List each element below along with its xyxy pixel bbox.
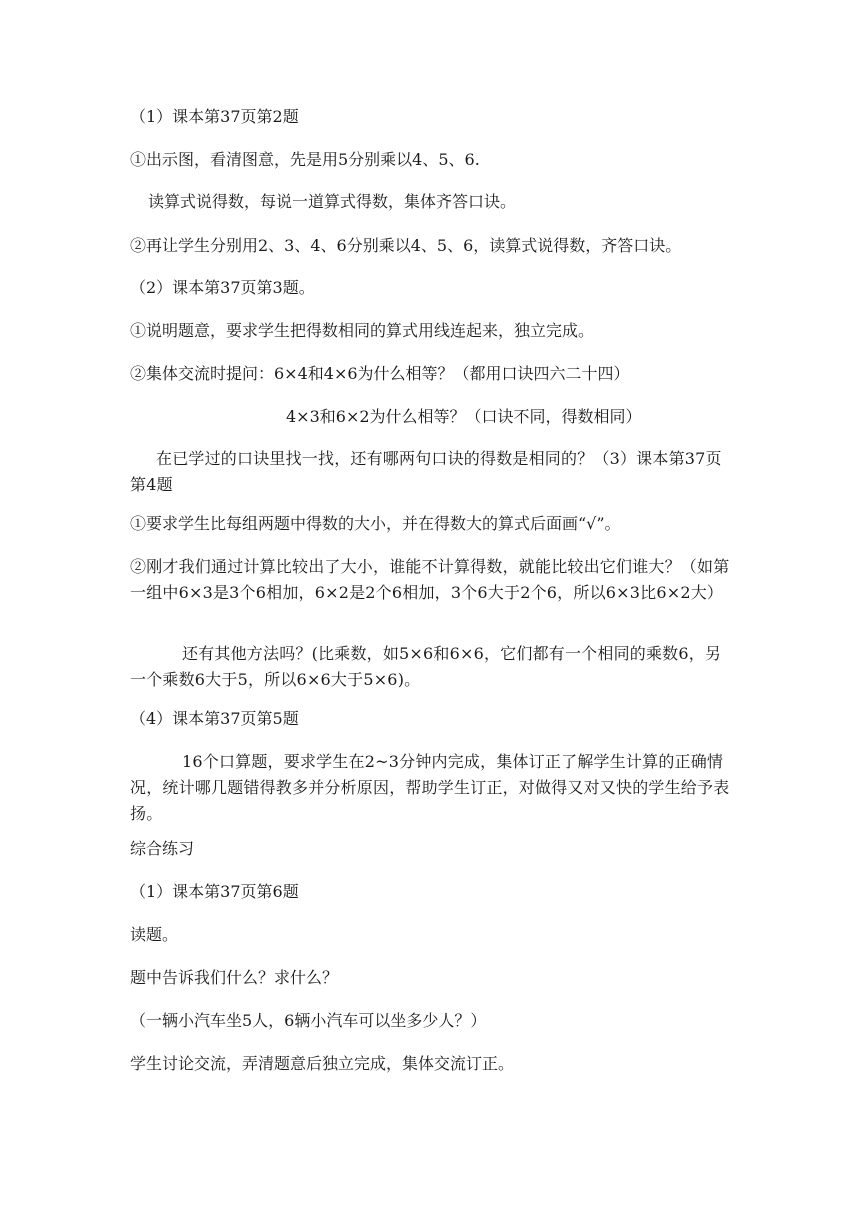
paragraph-textbook-p37-q2: （1）课本第37页第2题 bbox=[130, 107, 299, 126]
paragraph-discussion-question: ②集体交流时提问：6×4和4×6为什么相等？（都用口诀四六二十四） bbox=[130, 364, 630, 383]
paragraph-why-equal: 4×3和6×2为什么相等？（口诀不同，得数相同） bbox=[286, 407, 642, 426]
paragraph-student-discussion: 学生讨论交流，弄清题意后独立完成，集体交流订正。 bbox=[130, 1054, 515, 1073]
paragraph-read-question: 读题。 bbox=[130, 925, 179, 944]
paragraph-car-problem: （一辆小汽车坐5人，6辆小汽车可以坐多少人？） bbox=[130, 1011, 487, 1030]
paragraph-mental-math: 16个口算题，要求学生在2~3分钟内完成，集体订正了解学生计算的正确情况，统计哪几题错得教多并分析原因，帮助学生订正，对做得又对又快的学生给予表扬。 bbox=[130, 752, 730, 823]
paragraph-read-formulas: 读算式说得数，每说一道算式得数，集体齐答口诀。 bbox=[148, 192, 517, 211]
paragraph-textbook-p37-q3: （2）课本第37页第3题。 bbox=[130, 278, 315, 297]
paragraph-compare-sizes: ①要求学生比每组两题中得数的大小，并在得数大的算式后面画“√”。 bbox=[130, 514, 621, 533]
paragraph-other-methods: 还有其他方法吗？(比乘数，如5×6和6×6，它们都有一个相同的乘数6，另一个乘数6大于5，所以6×6大于5×6)。 bbox=[130, 644, 722, 689]
paragraph-comprehensive-practice: 综合练习 bbox=[130, 839, 195, 858]
paragraph-what-given: 题中告诉我们什么？求什么？ bbox=[130, 968, 339, 987]
paragraph-textbook-p37-q5: （4）课本第37页第5题 bbox=[130, 709, 299, 728]
paragraph-find-same-products: 在已学过的口诀里找一找，还有哪两句口诀的得数是相同的？（3）课本第37页第4题 bbox=[130, 449, 722, 494]
paragraph-compare-without-calculating: ②刚才我们通过计算比较出了大小，谁能不计算得数，就能比较出它们谁大？（如第一组中6×3是3个6相加，6×2是2个6相加，3个6大于2个6，所以6×3比6×2大） bbox=[130, 557, 730, 602]
paragraph-show-picture: ①出示图，看清图意，先是用5分别乘以4、5、6. bbox=[130, 150, 480, 169]
paragraph-textbook-p37-q6: （1）课本第37页第6题 bbox=[130, 882, 299, 901]
paragraph-multiply-practice: ②再让学生分别用2、3、4、6分别乘以4、5、6，读算式说得数，齐答口诀。 bbox=[130, 236, 682, 255]
paragraph-explain-task: ①说明题意，要求学生把得数相同的算式用线连起来，独立完成。 bbox=[130, 321, 595, 340]
